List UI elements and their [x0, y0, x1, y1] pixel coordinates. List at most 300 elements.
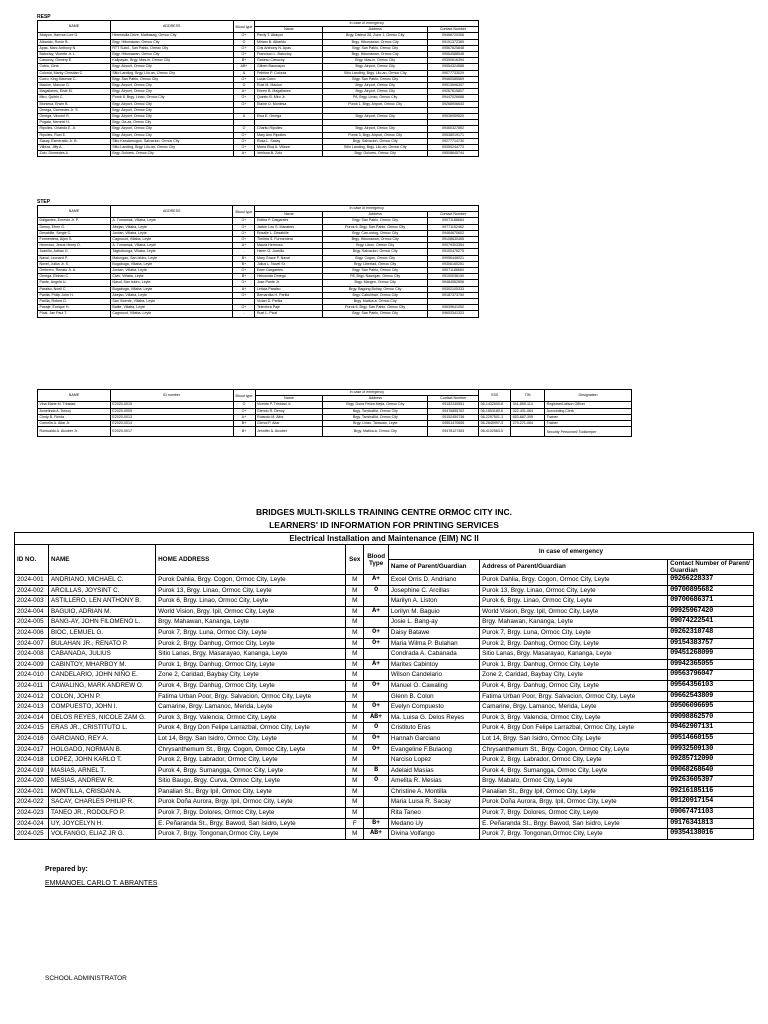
learner-blood-type — [364, 797, 389, 808]
staff-table — [37, 389, 632, 437]
learner-row — [15, 596, 754, 607]
staff-cell: B+ — [233, 421, 255, 427]
learner-name: VOLFANGO, ELIAZ JR G. — [48, 829, 155, 840]
step-cell: O+ — [233, 218, 255, 224]
step-cell: A+ — [233, 243, 255, 249]
main-header-id: ID NO. — [15, 545, 49, 575]
learner-address: Purok 2, Brgy. Danhug, Ormoc City, Leyte — [156, 638, 346, 649]
step-cell: Brgy. Matica-a, Ormoc City — [323, 299, 428, 305]
learner-name: ARCILLAS, JOYSINT C. — [48, 585, 155, 596]
learner-sex: M — [346, 829, 364, 840]
learner-blood-type: O+ — [364, 680, 389, 691]
resp-cell: Apas, Marc Anthony N. — [38, 45, 111, 51]
step-header-econtact: Contact Number — [428, 212, 479, 218]
resp-cell: 09460327892 — [428, 126, 479, 132]
learner-sex: M — [346, 659, 364, 670]
step-cell: Bernardita H. Parilla — [255, 292, 323, 298]
staff-header-emergency: In case of emergency — [255, 390, 479, 396]
step-cell: 09079303354 — [428, 243, 479, 249]
learner-address: Purok 3, Brgy. Valencia, Ormoc City, Leyte — [156, 712, 346, 723]
step-title: STEP — [37, 199, 51, 205]
resp-cell: O+ — [233, 33, 255, 39]
learner-blood-type — [364, 755, 389, 766]
guardian-name: Rita Taneo — [388, 808, 479, 819]
guardian-name: Excel Orris D. Andriano — [388, 575, 479, 586]
step-cell: Brgy. San Pablo, Ormoc City — [323, 218, 428, 224]
staff-cell: 322-431-064 — [511, 408, 545, 414]
learner-name: BAGUIO, ADRIAN M. — [48, 606, 155, 617]
guardian-contact: 09263605397 — [668, 776, 754, 787]
resp-cell: O+ — [233, 95, 255, 101]
resp-cell: 09277714730 — [428, 138, 479, 144]
resp-cell: Brgy. Salvacion, Ormoc City — [323, 138, 428, 144]
staff-header-name: NAME — [38, 390, 111, 402]
learner-row — [15, 659, 754, 670]
learner-row — [15, 585, 754, 596]
resp-cell: Ripolles, Orlando E. Jr. — [38, 126, 111, 132]
learner-address: Purok Doña Aurora, Brgy. Ipil, Ormoc City, Leyte — [156, 797, 346, 808]
staff-cell: E2020-0009 — [110, 408, 233, 414]
learner-name: BULAHAN JR., RENATO P. — [48, 638, 155, 649]
resp-row — [38, 151, 479, 157]
learner-id: 2024-008 — [15, 649, 49, 660]
guardian-address: Purok 3, Brgy. Valencia, Ormoc City, Leyte — [480, 712, 668, 723]
step-row — [38, 311, 479, 317]
step-cell: Maura Hermoso — [255, 243, 323, 249]
resp-cell: P8, Brgy. Linao, Ormoc City — [323, 95, 428, 101]
resp-cell: Brgy. San Pablo, Ormoc City — [323, 45, 428, 51]
resp-cell: 09350616394 — [428, 58, 479, 64]
learner-name: ASTILLERO, LEN ANTHONY B. — [48, 596, 155, 607]
resp-header-blood: Blood type — [233, 21, 255, 33]
resp-cell: Zolo, Diomedes A. — [38, 151, 111, 157]
learner-sex: M — [346, 744, 364, 755]
learner-sex: M — [346, 765, 364, 776]
guardian-contact: 09262310748 — [668, 627, 754, 638]
learner-blood-type: O — [364, 585, 389, 596]
learner-sex: M — [346, 680, 364, 691]
resp-cell: O — [233, 126, 255, 132]
school-administrator-label: SCHOOL ADMINISTRATOR — [45, 975, 127, 982]
guardian-contact: 09662543809 — [668, 691, 754, 702]
step-cell: Julius L. Novel Sr. — [255, 261, 323, 267]
resp-cell: Lucia Corro — [255, 76, 323, 82]
learner-sex: M — [346, 606, 364, 617]
guardian-name: Ma. Luisa G. Delos Reyes — [388, 712, 479, 723]
guardian-address: Purok 6, Brgy. Linao, Ormoc City, Leyte — [480, 596, 668, 607]
learner-row — [15, 755, 754, 766]
step-cell: 09100476275 — [428, 249, 479, 255]
learner-blood-type: A+ — [364, 606, 389, 617]
step-cell: Ruel L. Pical — [255, 311, 323, 317]
resp-cell: Brgy. Hibunawan, Ormoc City — [323, 39, 428, 45]
step-cell: Formentera, Aljon S. — [38, 237, 111, 243]
learner-name: CANDELARIO, JOHN NIÑO E. — [48, 670, 155, 681]
learner-sex: M — [346, 776, 364, 787]
resp-cell: Sitio Landing, Brgy. Lilo-an, Ormoc City — [110, 70, 233, 76]
learner-sex: M — [346, 617, 364, 628]
learner-blood-type: B+ — [364, 818, 389, 829]
resp-cell: Brgy. Airport, Ormoc City — [110, 114, 233, 120]
guardian-name: Cristituto Eras — [388, 723, 479, 734]
step-cell: Batite, Villaba, Leyte — [110, 305, 233, 311]
resp-cell: Gabeso Casocoy — [255, 58, 323, 64]
step-cell: Civic, Villaba, Leyte — [110, 274, 233, 280]
staff-header-blood: Blood type — [233, 390, 255, 402]
staff-cell: E2020-0013 — [110, 414, 233, 420]
step-cell: Tagbubunga, Villaba, Leyte — [110, 249, 233, 255]
learner-address: Purok 4, Brgy Don Felipe Larrazbal, Ormoc City, Leyte — [156, 723, 346, 734]
resp-cell: Brgy. Airport, Ormoc City — [110, 126, 233, 132]
learner-id: 2024-015 — [15, 723, 49, 734]
step-cell: B+ — [233, 274, 255, 280]
step-cell: O+ — [233, 230, 255, 236]
learner-row — [15, 818, 754, 829]
step-cell: Denoy, Efren G. — [38, 224, 111, 230]
step-cell: Brgy. Libon, Ormoc City — [323, 243, 428, 249]
learner-name: ANDRIANO, MICHAEL C. — [48, 575, 155, 586]
staff-cell: Romualdo A. Alcober Jr. — [38, 427, 111, 437]
learner-row — [15, 680, 754, 691]
resp-cell: Corro, King Maomar C. — [38, 76, 111, 82]
learner-address: Camarine, Brgy. Lamanoc, Merida, Leyte — [156, 702, 346, 713]
resp-cell: Brgy. Airport, Ormoc City — [323, 114, 428, 120]
step-cell: 09071188684 — [428, 268, 479, 274]
step-cell: Malungao, San Isidro, Leyte — [110, 255, 233, 261]
learner-sex: M — [346, 575, 364, 586]
resp-cell: Rosa L. Sasay — [255, 138, 323, 144]
step-cell: Parilla, Philip John H. — [38, 292, 111, 298]
step-cell: 09771152462 — [428, 224, 479, 230]
staff-cell: Brgy. Dona Feliza Mejia, Ormoc City — [323, 402, 428, 408]
resp-cell: 09564588548 — [428, 52, 479, 58]
resp-cell: Brgy. Airport, Ormoc City — [110, 64, 233, 70]
resp-cell: Sitio Landing, Brgy. Lilo-an, Ormoc City — [323, 70, 428, 76]
resp-cell: Brgy. Airport, Ormoc City — [110, 107, 233, 113]
learner-id: 2024-001 — [15, 575, 49, 586]
resp-cell: Omega, Diomedes Jr. S. — [38, 107, 111, 113]
resp-cell: Brgy. Airport, Ormoc City — [110, 132, 233, 138]
resp-cell: Brgy. Airport, Ormoc City — [110, 83, 233, 89]
resp-cell: 09468720306 — [428, 33, 479, 39]
guardian-address: Sitio Lanas, Brgy. Masarayao, Kananga, Leyte — [480, 649, 668, 660]
resp-header-address: ADDRESS — [110, 21, 233, 33]
step-header-address: ADDRESS — [110, 206, 233, 218]
step-cell: 09302105333 — [428, 286, 479, 292]
learner-address: Purok 7, Brgy. Dolores, Ormoc City, Leyte — [156, 808, 346, 819]
step-cell: Brgy. Libertad, Ormoc City — [323, 261, 428, 267]
resp-cell: O+ — [233, 138, 255, 144]
step-cell: O+ — [233, 224, 255, 230]
resp-cell: AB+ — [233, 64, 255, 70]
resp-cell: Mary Ann Ripolles — [255, 132, 323, 138]
resp-cell: Colonia, Marky Christian C. — [38, 70, 111, 76]
learner-id: 2024-016 — [15, 733, 49, 744]
learner-sex: M — [346, 797, 364, 808]
step-cell: Brgy. Cabulihan, Ormoc City — [323, 292, 428, 298]
prepared-by-label: Prepared by: — [45, 866, 88, 873]
resp-cell: Brgy. Hibunawan, Ormoc City — [110, 39, 233, 45]
step-cell: B+ — [233, 255, 255, 261]
staff-cell: Cindy B. Funda — [38, 414, 111, 420]
resp-cell: Omega, Vincent R. — [38, 114, 111, 120]
step-cell: Hermoso, Jesus Henry O. — [38, 243, 111, 249]
learner-row — [15, 670, 754, 681]
staff-cell: Jennifer A. Alcober — [255, 427, 323, 437]
resp-cell: Elaine O. Moniesa — [255, 101, 323, 107]
resp-cell: Pugata, Nemriel H. — [38, 120, 111, 126]
step-cell: Cagnocot, Villaba, Leyte — [110, 237, 233, 243]
learner-id: 2024-009 — [15, 659, 49, 670]
step-cell: B+ — [233, 261, 255, 267]
learner-blood-type: O+ — [364, 627, 389, 638]
learner-sex: M — [346, 733, 364, 744]
staff-header-econtact: Contact Number — [428, 396, 479, 402]
step-cell: Thelma S. Formentera — [255, 237, 323, 243]
main-header-sex: Sex — [346, 545, 364, 575]
learner-blood-type — [364, 786, 389, 797]
resp-cell: Cobio, Gina — [38, 64, 111, 70]
learner-address: Purok 7, Brgy. Luna, Ormoc City, Leyte — [156, 627, 346, 638]
learner-blood-type — [364, 617, 389, 628]
step-cell: A. Tumamak, Villaba, Leyte — [110, 243, 233, 249]
resp-cell: Brgy. Mas-in, Ormoc City — [323, 58, 428, 64]
resp-cell: Cris Anthony N. Apas — [255, 45, 323, 51]
guardian-name: Hannah Garciano — [388, 733, 479, 744]
staff-cell: 341-859-114 — [511, 402, 545, 408]
staff-cell: Vicente P. Trinidad Jr. — [255, 402, 323, 408]
step-cell: Parilla, Robert D. — [38, 299, 111, 305]
staff-cell: E2020-0017 — [110, 427, 233, 437]
learner-address: Sitio Baugo, Brgy. Curva, Ormoc City, Leyte — [156, 776, 346, 787]
learner-id: 2024-022 — [15, 797, 49, 808]
guardian-address: E. Peñaranda St., Brgy. Bawod, San Isidro, Leyte — [480, 818, 668, 829]
staff-cell: Brgy. Linao, Tanauan, Leyte — [323, 421, 428, 427]
guardian-address: Purok Dahlia, Brgy. Cogon, Ormoc City, Leyte — [480, 575, 668, 586]
learner-row — [15, 649, 754, 660]
guardian-address: Purok 7, Brgy. Tongonan,Ormoc City, Leyte — [480, 829, 668, 840]
learner-address: Lot 14, Brgy. San Isidro, Ormoc City, Leyte — [156, 733, 346, 744]
learner-row — [15, 786, 754, 797]
step-cell: O+ — [233, 292, 255, 298]
resp-cell: Abayon, Harmon Lee G. — [38, 33, 111, 39]
resp-cell: Brgy. Dolores, Ormoc City — [110, 151, 233, 157]
document-title: LEARNERS' ID INFORMATION FOR PRINTING SERVICES — [269, 520, 499, 530]
guardian-name: Evelyn Compuesto — [388, 702, 479, 713]
guardian-name: Divina Volfango — [388, 829, 479, 840]
staff-cell: 09551470655 — [428, 421, 479, 427]
learner-id: 2024-024 — [15, 818, 49, 829]
learner-address: World Vision, Brgy. Ipil, Ormoc City, Leyte — [156, 606, 346, 617]
guardian-name: Maria Luisa R. Sacay — [388, 797, 479, 808]
staff-cell: Glenol P. Altar — [255, 421, 323, 427]
step-cell: O+ — [233, 305, 255, 311]
learner-row — [15, 829, 754, 840]
learner-name: CABINTOY, MHARBOY M. — [48, 659, 155, 670]
learner-name: GARCIANO, REY A. — [48, 733, 155, 744]
resp-title: RESP — [37, 14, 51, 20]
guardian-address: Purok 2, Brgy. Danhug, Ormoc City, Leyte — [480, 638, 668, 649]
learner-address: Purok 2, Brgy. Labrador, Ormoc City, Leyte — [156, 755, 346, 766]
step-cell: Bugabuga, Villaba, Leyte — [110, 261, 233, 267]
guardian-name: Christine A. Montilla — [388, 786, 479, 797]
guardian-contact: 09932509130 — [668, 744, 754, 755]
learner-blood-type: AB+ — [364, 712, 389, 723]
resp-cell: A+ — [233, 151, 255, 157]
staff-cell: 09476855762 — [428, 408, 479, 414]
staff-cell: 653-687-395 — [511, 414, 545, 420]
staff-cell: 06-2297501-3 — [479, 414, 511, 420]
resp-cell: 09101372365 — [428, 39, 479, 45]
guardian-contact: 09563796047 — [668, 670, 754, 681]
guardian-address: Purok Doña Aurora, Brgy. Ipil, Ormoc City, Leyte — [480, 797, 668, 808]
step-cell: 09484562806 — [428, 280, 479, 286]
learner-id: 2024-018 — [15, 755, 49, 766]
staff-cell: Cornelio A. Altar Jr. — [38, 421, 111, 427]
resp-header-name: NAME — [38, 21, 111, 33]
staff-header-eaddress: Address — [323, 396, 428, 402]
guardian-address: Panalian St., Brgy Ipil, Ormoc City, Leyte — [480, 786, 668, 797]
learner-id: 2024-003 — [15, 596, 49, 607]
staff-cell: E2020-0015 — [110, 402, 233, 408]
guardian-contact: 09700686371 — [668, 596, 754, 607]
resp-cell: B+ — [233, 58, 255, 64]
resp-cell: Kalipayan, Brgy. Mas-in, Ormoc City — [110, 58, 233, 64]
main-header-parent: Name of Parent/Guardian — [388, 560, 479, 575]
guardian-name: Marilyn A. Liston — [388, 596, 479, 607]
learner-blood-type: A+ — [364, 575, 389, 586]
staff-cell: Rolando M. Alfor — [255, 414, 323, 420]
step-cell: A. Tumamak, Villaba, Leyte — [110, 218, 233, 224]
learner-name: BANG-AY, JOHN FILOMENO L. — [48, 617, 155, 628]
resp-cell: Eileen B. Magallanes — [255, 89, 323, 95]
learner-row — [15, 744, 754, 755]
resp-cell: O — [233, 83, 255, 89]
step-table — [37, 205, 479, 318]
resp-cell: 09536959520 — [428, 114, 479, 120]
guardian-address: Purok 2, Brgy. Labrador, Ormoc City, Leyte — [480, 755, 668, 766]
staff-cell: 09152450736 — [428, 414, 479, 420]
resp-cell: 09538019171 — [428, 132, 479, 138]
resp-cell: Sitio Landing, Brgy. Lilo-an, Ormoc City — [323, 145, 428, 151]
learner-id: 2024-019 — [15, 765, 49, 776]
main-header-emergency: In case of emergency — [388, 545, 753, 560]
step-cell: Leticia Paraiso — [255, 286, 323, 292]
staff-header-tin: TIN — [511, 390, 545, 402]
guardian-address: Fatima Urban Poor, Brgy. Salvacion, Ormoc City, Leyte — [480, 691, 668, 702]
learner-address: Purok 4, Brgy. Danhug, Ormoc City, Leyte — [156, 680, 346, 691]
resp-cell: Brgy. Airport, Ormoc City — [323, 126, 428, 132]
staff-cell: 279-271-064 — [511, 421, 545, 427]
step-cell: Pical, Jan Paul T. — [38, 311, 111, 317]
guardian-address: Purok 1, Brgy. Danhug, Ormoc City, Leyte — [480, 659, 668, 670]
resp-cell: O+ — [233, 132, 255, 138]
learner-id: 2024-010 — [15, 670, 49, 681]
resp-cell: Brgy. Airport, Ormoc City — [323, 89, 428, 95]
learner-sex: F — [346, 818, 364, 829]
staff-cell: Security Personnel/ Toolkeeper — [545, 427, 632, 437]
resp-cell: A — [233, 114, 255, 120]
resp-cell: Batoctoy, Vicente Jr. L. — [38, 52, 111, 58]
staff-cell: 09152245551 — [428, 402, 479, 408]
staff-cell: Brgy. Tambulilid, Ormoc City — [323, 408, 428, 414]
resp-cell: Moniesa, Erwin B. — [38, 101, 111, 107]
learner-id: 2024-013 — [15, 702, 49, 713]
step-cell: Vivian D. Parilla — [255, 299, 323, 305]
staff-cell: Glendo R. Denoy — [255, 408, 323, 414]
learner-blood-type — [364, 670, 389, 681]
step-cell: Brgy. San Pablo, Ormoc City — [323, 311, 428, 317]
resp-cell: 09350244773 — [428, 145, 479, 151]
resp-cell: Sitio Landing, Brgy. Lilo-an, Ormoc City — [110, 145, 233, 151]
staff-cell: 06-1432600-8 — [479, 402, 511, 408]
guardian-address: Purok 7, Brgy. Dolores, Ormoc City, Leyte — [480, 808, 668, 819]
resp-cell: O+ — [233, 145, 255, 151]
resp-cell: 09460085569 — [428, 76, 479, 82]
learner-blood-type — [364, 808, 389, 819]
learner-blood-type: O+ — [364, 733, 389, 744]
school-name-title: BRIDGES MULTI-SKILLS TRAINING CENTRE ORMOC CITY INC. — [255, 507, 513, 517]
resp-cell: Purok 3, Brgy. Airport, Ormoc City — [323, 132, 428, 138]
step-cell: Jordan, Villaba, Leyte — [110, 268, 233, 274]
resp-cell: Magallanes, Elsie M. — [38, 89, 111, 95]
staff-cell: B+ — [233, 427, 255, 437]
guardian-address: Camarine, Brgy. Lamanoc, Merida, Leyte — [480, 702, 668, 713]
learner-id: 2024-014 — [15, 712, 49, 723]
step-cell: Helen G. Juanillo — [255, 249, 323, 255]
resp-cell: Brgy. Dolores, Ormoc City — [323, 151, 428, 157]
resp-cell: Charito Ripolles — [255, 126, 323, 132]
step-cell: Cagnocot, Villaba, Leyte — [110, 311, 233, 317]
learner-sex: M — [346, 649, 364, 660]
resp-cell: O+ — [233, 45, 255, 51]
guardian-contact: 09514660155 — [668, 733, 754, 744]
step-cell: Abejao, Villaba, Leyte — [110, 224, 233, 230]
resp-cell: Sasay, Esmeraldo Jr. B. — [38, 138, 111, 144]
step-cell: 09100038150 — [428, 274, 479, 280]
learners-table — [14, 532, 754, 840]
learner-sex: M — [346, 670, 364, 681]
resp-cell: Brgy. Airport, Ormoc City — [110, 101, 233, 107]
learner-name: BIOC, LEMUEL G. — [48, 627, 155, 638]
learner-row — [15, 733, 754, 744]
guardian-contact: 09068268640 — [668, 765, 754, 776]
step-cell: Naval, Leonard P. — [38, 255, 111, 261]
resp-cell: Brgy. Airport, Ormoc City — [323, 64, 428, 70]
resp-cell: Brgy. Ga-as, Ormoc City — [110, 120, 233, 126]
learner-sex: M — [346, 691, 364, 702]
resp-cell: 09447026688 — [428, 95, 479, 101]
learner-blood-type: B — [364, 765, 389, 776]
resp-header-econtact: Contact Number — [428, 27, 479, 33]
step-cell: 09071188684 — [428, 218, 479, 224]
resp-header-ename: Name — [255, 27, 323, 33]
step-cell: Juanillo, Adrian G. — [38, 249, 111, 255]
learner-address: Zone 2, Caridad, Baybay City, Leyte — [156, 670, 346, 681]
staff-header-id: ID number — [110, 390, 233, 402]
step-cell: Brgy. San Pablo, Ormoc City — [323, 268, 428, 274]
guardian-contact: 09354138016 — [668, 829, 754, 840]
resp-cell: Brgy. Hibunawan, Ormoc City — [110, 52, 233, 58]
learner-row — [15, 617, 754, 628]
staff-cell: Annelinda A. Denoy — [38, 408, 111, 414]
guardian-contact: 09451268099 — [668, 649, 754, 660]
guardian-address: Zone 2, Caridad, Baybay City, Leyte — [480, 670, 668, 681]
learner-sex: M — [346, 723, 364, 734]
resp-cell: Sitio Kandarnogon, Salvacion, Ormoc City — [110, 138, 233, 144]
step-cell: 09187373750 — [428, 292, 479, 298]
guardian-address: Brgy. Mabato, Ormoc City, Leyte — [480, 776, 668, 787]
